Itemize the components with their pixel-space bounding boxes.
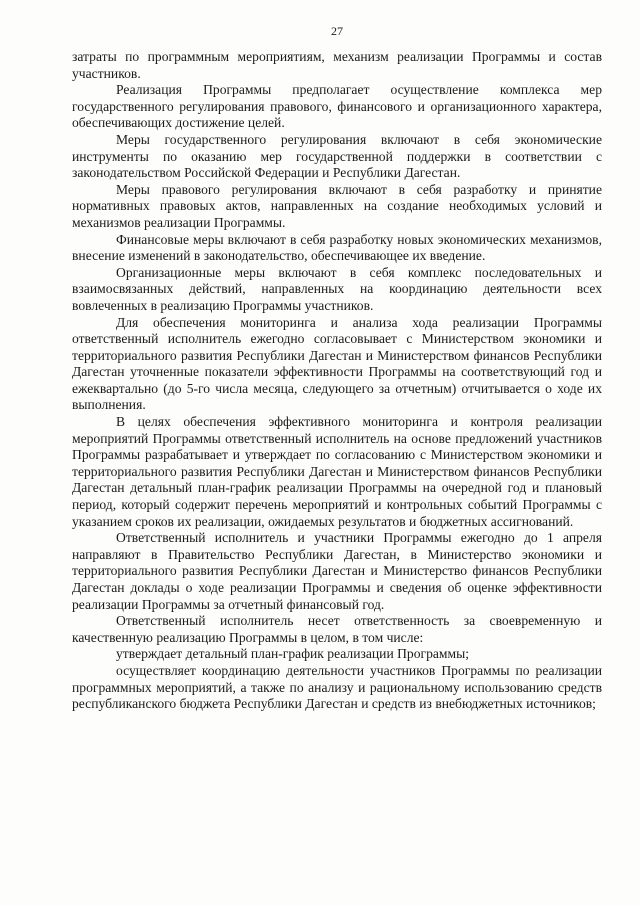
paragraph: Финансовые меры включают в себя разработку новых экономических механизмов, внесение изменений в законодательство, обеспечивающее их введение. bbox=[72, 231, 602, 264]
paragraph: Меры государственного регулирования включают в себя экономические инструменты по оказанию мер государственной поддержки в соответствии с законодательством Российской Федерации и Республики Дагестан. bbox=[72, 131, 602, 181]
page-number: 27 bbox=[331, 24, 343, 38]
paragraph: Организационные меры включают в себя комплекс последовательных и взаимосвязанных действий, направленных на координацию деятельности всех вовлеченных в реализацию Программы участников. bbox=[72, 264, 602, 313]
body-text bbox=[72, 49, 602, 713]
paragraph: осуществляет координацию деятельности участников Программы по реализации программных мероприятий, а также по анализу и рациональному использованию средств республиканского бюджета Республики Дагестан и средств из внебюджетных источников; bbox=[72, 662, 602, 712]
paragraph: Ответственный исполнитель и участники Программы ежегодно до 1 апреля направляют в Правительство Республики Дагестан, в Министерство экономики и территориального развития Республики Дагестан и Министерство финансов Республики Дагестан доклады о ходе реализации Программы и сведения об оценке эффективности реализации Программы за отчетный финансовый год. bbox=[72, 530, 602, 612]
paragraph: затраты по программным мероприятиям, механизм реализации Программы и состав участников. bbox=[72, 49, 602, 81]
paragraph: Ответственный исполнитель несет ответственность за своевременную и качественную реализацию Программы в целом, в том числе: bbox=[72, 613, 602, 645]
paragraph: В целях обеспечения эффективного мониторинга и контроля реализации мероприятий Программы ответственный исполнитель на основе предложений участников Программы разрабатывает и утверждает по согласованию с Министерством экономики и территориального развития Республики Дагестан и Министерством финансов Республики Дагестан детальный план-график реализации Программы на очередной год и плановый период, который содержит перечень мероприятий и контрольных событий Программы с указанием сроков их реализации, ожидаемых результатов и бюджетных ассигнований. bbox=[72, 414, 602, 529]
paragraph: Для обеспечения мониторинга и анализа хода реализации Программы ответственный исполнитель ежегодно согласовывает с Министерством экономики и территориального развития Республики Дагестан и Министерством финансов Республики Дагестан уточненные показатели эффективности Программы на соответствующий год и ежеквартально (до 5-го числа месяца, следующего за отчетным) отчитывается о ходе их выполнения. bbox=[72, 314, 602, 413]
paragraph: Реализация Программы предполагает осуществление комплекса мер государственного регулирования правового, финансового и организационного характера, обеспечивающих достижение целей. bbox=[72, 82, 602, 131]
paragraph: Меры правового регулирования включают в себя разработку и принятие нормативных правовых актов, направленных на создание необходимых условий и механизмов реализации Программы. bbox=[72, 181, 602, 230]
paragraph: утверждает детальный план-график реализации Программы; bbox=[116, 646, 470, 662]
